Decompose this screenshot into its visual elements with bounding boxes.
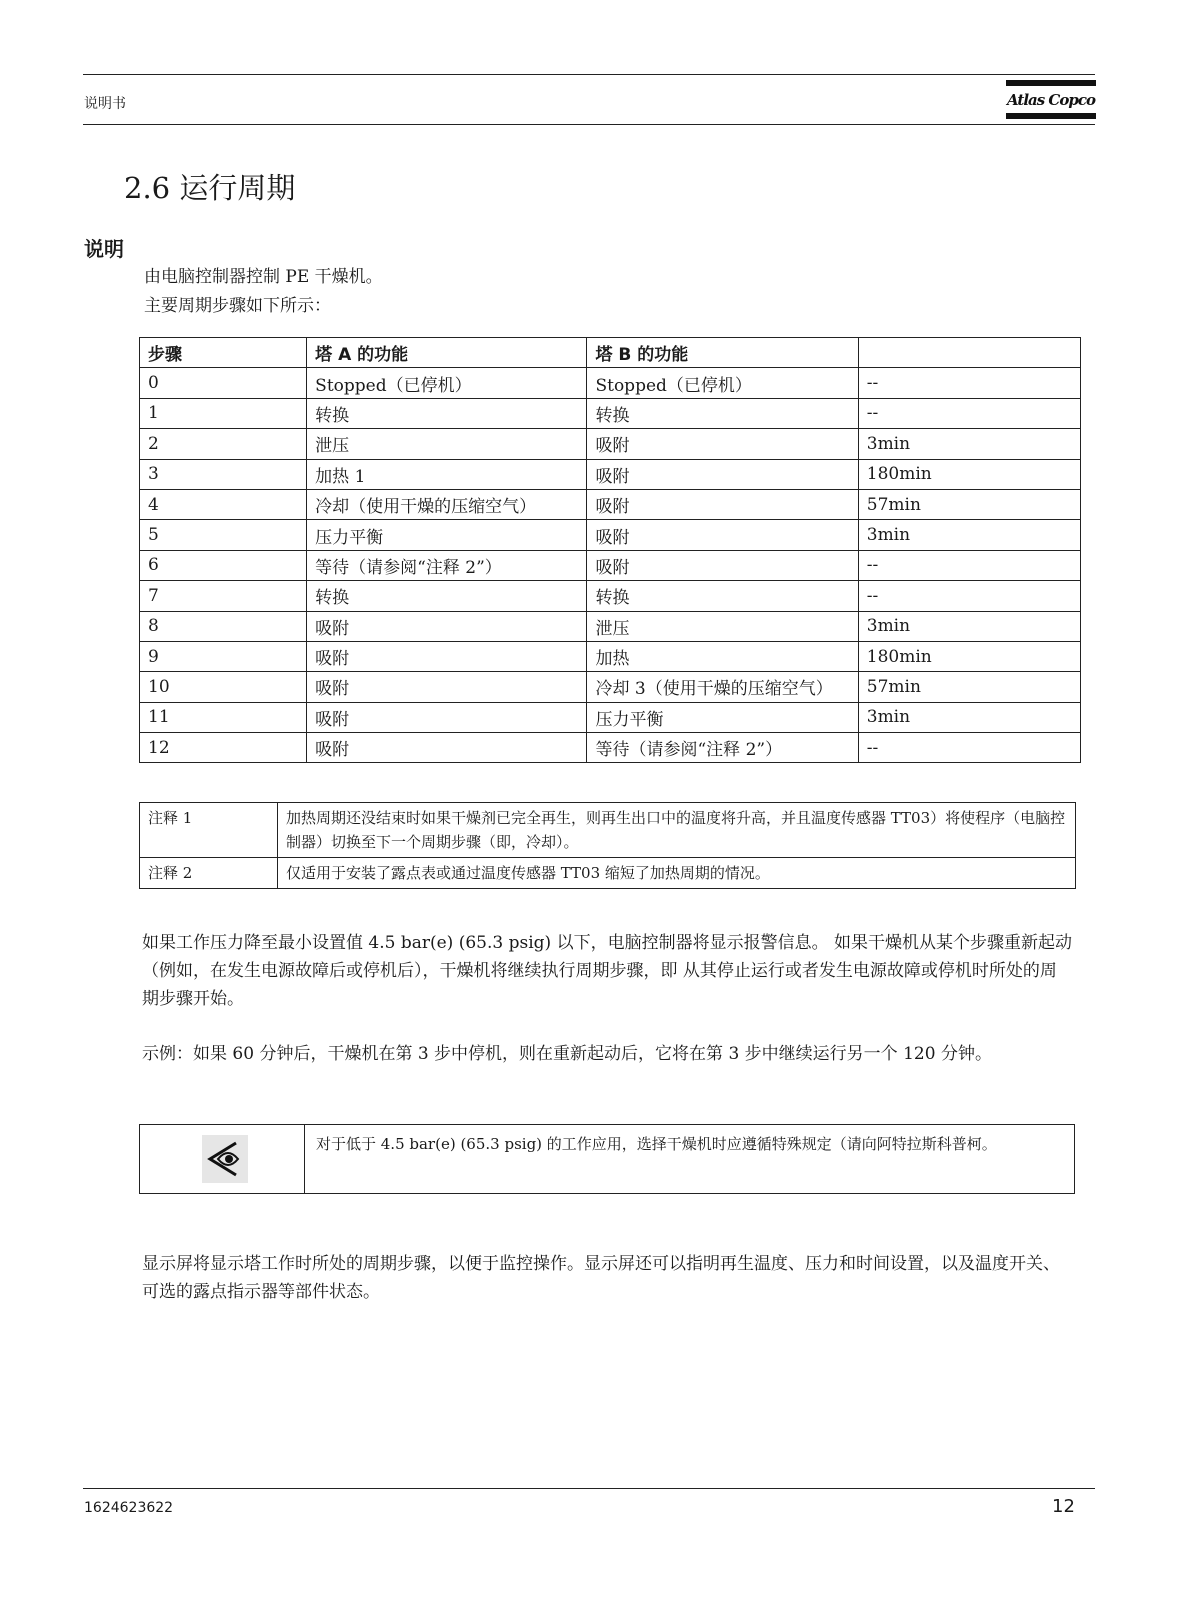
tower-b-cell: 吸附 bbox=[587, 459, 858, 489]
table-row bbox=[140, 672, 1081, 702]
step-number-cell: 5 bbox=[140, 520, 307, 550]
tower-a-cell: 加热 1 bbox=[307, 459, 587, 489]
table-row bbox=[140, 398, 1081, 428]
table-row bbox=[140, 459, 1081, 489]
tower-a-cell: 转换 bbox=[307, 398, 587, 428]
tower-a-cell: 吸附 bbox=[307, 702, 587, 732]
note-text: 加热周期还没结束时如果干燥剂已完全再生，则再生出口中的温度将升高，并且温度传感器 TT03）将使程序（电脑控制器）切换至下一个周期步骤（即，冷却）。 bbox=[278, 803, 1076, 858]
footer-rule bbox=[83, 1488, 1095, 1489]
table-row bbox=[140, 520, 1081, 550]
step-number-cell: 2 bbox=[140, 429, 307, 459]
table-row bbox=[140, 368, 1081, 398]
tower-b-cell: Stopped（已停机） bbox=[587, 368, 858, 398]
note-row bbox=[140, 803, 1076, 858]
step-number-cell: 9 bbox=[140, 641, 307, 671]
tower-a-cell: 转换 bbox=[307, 581, 587, 611]
table-row bbox=[140, 489, 1081, 519]
duration-cell: -- bbox=[858, 398, 1080, 428]
step-number-cell: 12 bbox=[140, 733, 307, 763]
tower-a-cell: 吸附 bbox=[307, 672, 587, 702]
header-top-rule bbox=[83, 74, 1095, 75]
warning-divider bbox=[304, 1125, 305, 1193]
step-number-cell: 0 bbox=[140, 368, 307, 398]
table-row bbox=[140, 611, 1081, 641]
header-bottom-rule bbox=[83, 124, 1095, 125]
table-row bbox=[140, 702, 1081, 732]
step-number-cell: 7 bbox=[140, 581, 307, 611]
warning-text: 对于低于 4.5 bar(e) (65.3 psig) 的工作应用，选择干燥机时应遵循特殊规定（请向阿特拉斯科普柯。 bbox=[316, 1135, 997, 1153]
paragraph-display: 显示屏将显示塔工作时所处的周期步骤，以便于监控操作。显示屏还可以指明再生温度、压力和时间设置，以及温度开关、可选的露点指示器等部件状态。 bbox=[142, 1254, 1060, 1302]
tower-a-cell: 压力平衡 bbox=[307, 520, 587, 550]
notes-table bbox=[139, 802, 1076, 889]
header-cell: 步骤 bbox=[140, 338, 307, 368]
duration-cell: 3min bbox=[858, 429, 1080, 459]
step-number-cell: 11 bbox=[140, 702, 307, 732]
header-cell bbox=[858, 338, 1080, 368]
tower-a-cell: 吸附 bbox=[307, 733, 587, 763]
table-row bbox=[140, 733, 1081, 763]
tower-b-cell: 吸附 bbox=[587, 429, 858, 459]
tower-b-cell: 冷却 3（使用干燥的压缩空气） bbox=[587, 672, 858, 702]
duration-cell: 180min bbox=[858, 459, 1080, 489]
tower-b-cell: 压力平衡 bbox=[587, 702, 858, 732]
header-cell: 塔 B 的功能 bbox=[587, 338, 858, 368]
step-number-cell: 1 bbox=[140, 398, 307, 428]
note-label: 注释 2 bbox=[140, 858, 278, 889]
tower-b-cell: 转换 bbox=[587, 398, 858, 428]
table-row bbox=[140, 641, 1081, 671]
table-row bbox=[140, 550, 1081, 580]
section-title: 2.6 运行周期 bbox=[124, 171, 296, 205]
tower-b-cell: 加热 bbox=[587, 641, 858, 671]
paragraph-pressure: 如果工作压力降至最小设置值 4.5 bar(e) (65.3 psig) 以下，电脑控制器将显示报警信息。 如果干燥机从某个步骤重新起动（例如，在发生电源故障后或停机后），干燥机将继续执行周期步骤，即 从其停止运行或者发生电源故障或停机时所处的周期步骤开始。 bbox=[142, 933, 1072, 1009]
duration-cell: 3min bbox=[858, 520, 1080, 550]
step-number-cell: 6 bbox=[140, 550, 307, 580]
step-number-cell: 4 bbox=[140, 489, 307, 519]
note-row bbox=[140, 858, 1076, 889]
step-number-cell: 10 bbox=[140, 672, 307, 702]
document-number: 1624623622 bbox=[84, 1500, 174, 1516]
paragraph-example: 示例：如果 60 分钟后，干燥机在第 3 步中停机，则在重新起动后，它将在第 3 步中继续运行另一个 120 分钟。 bbox=[142, 1044, 992, 1064]
duration-cell: 57min bbox=[858, 672, 1080, 702]
duration-cell: -- bbox=[858, 368, 1080, 398]
duration-cell: 57min bbox=[858, 489, 1080, 519]
step-number-cell: 8 bbox=[140, 611, 307, 641]
tower-a-cell: 泄压 bbox=[307, 429, 587, 459]
atlas-copco-logo bbox=[1006, 78, 1096, 122]
tower-a-cell: 冷却（使用干燥的压缩空气） bbox=[307, 489, 587, 519]
table-header-row bbox=[140, 338, 1081, 368]
warning-box bbox=[139, 1124, 1075, 1194]
header-label: 说明书 bbox=[84, 96, 126, 112]
page-number: 12 bbox=[1052, 1496, 1075, 1517]
table-row bbox=[140, 429, 1081, 459]
duration-cell: 3min bbox=[858, 702, 1080, 732]
tower-b-cell: 等待（请参阅“注释 2”） bbox=[587, 733, 858, 763]
table-row bbox=[140, 581, 1081, 611]
tower-b-cell: 吸附 bbox=[587, 520, 858, 550]
logo-text: Atlas Copco bbox=[1007, 91, 1095, 109]
note-label: 注释 1 bbox=[140, 803, 278, 858]
step-number-cell: 3 bbox=[140, 459, 307, 489]
eye-caution-icon bbox=[202, 1135, 248, 1183]
tower-b-cell: 泄压 bbox=[587, 611, 858, 641]
duration-cell: -- bbox=[858, 581, 1080, 611]
duration-cell: 180min bbox=[858, 641, 1080, 671]
tower-a-cell: 吸附 bbox=[307, 641, 587, 671]
header-cell: 塔 A 的功能 bbox=[307, 338, 587, 368]
intro-line-1: 由电脑控制器控制 PE 干燥机。 bbox=[144, 267, 383, 287]
duration-cell: -- bbox=[858, 550, 1080, 580]
tower-a-cell: 等待（请参阅“注释 2”） bbox=[307, 550, 587, 580]
tower-b-cell: 吸附 bbox=[587, 550, 858, 580]
cycle-steps-table bbox=[139, 337, 1081, 763]
tower-a-cell: Stopped（已停机） bbox=[307, 368, 587, 398]
duration-cell: 3min bbox=[858, 611, 1080, 641]
tower-a-cell: 吸附 bbox=[307, 611, 587, 641]
tower-b-cell: 转换 bbox=[587, 581, 858, 611]
duration-cell: -- bbox=[858, 733, 1080, 763]
tower-b-cell: 吸附 bbox=[587, 489, 858, 519]
subheading: 说明 bbox=[84, 237, 124, 261]
intro-line-2: 主要周期步骤如下所示： bbox=[144, 296, 331, 316]
note-text: 仅适用于安装了露点表或通过温度传感器 TT03 缩短了加热周期的情况。 bbox=[278, 858, 1076, 889]
